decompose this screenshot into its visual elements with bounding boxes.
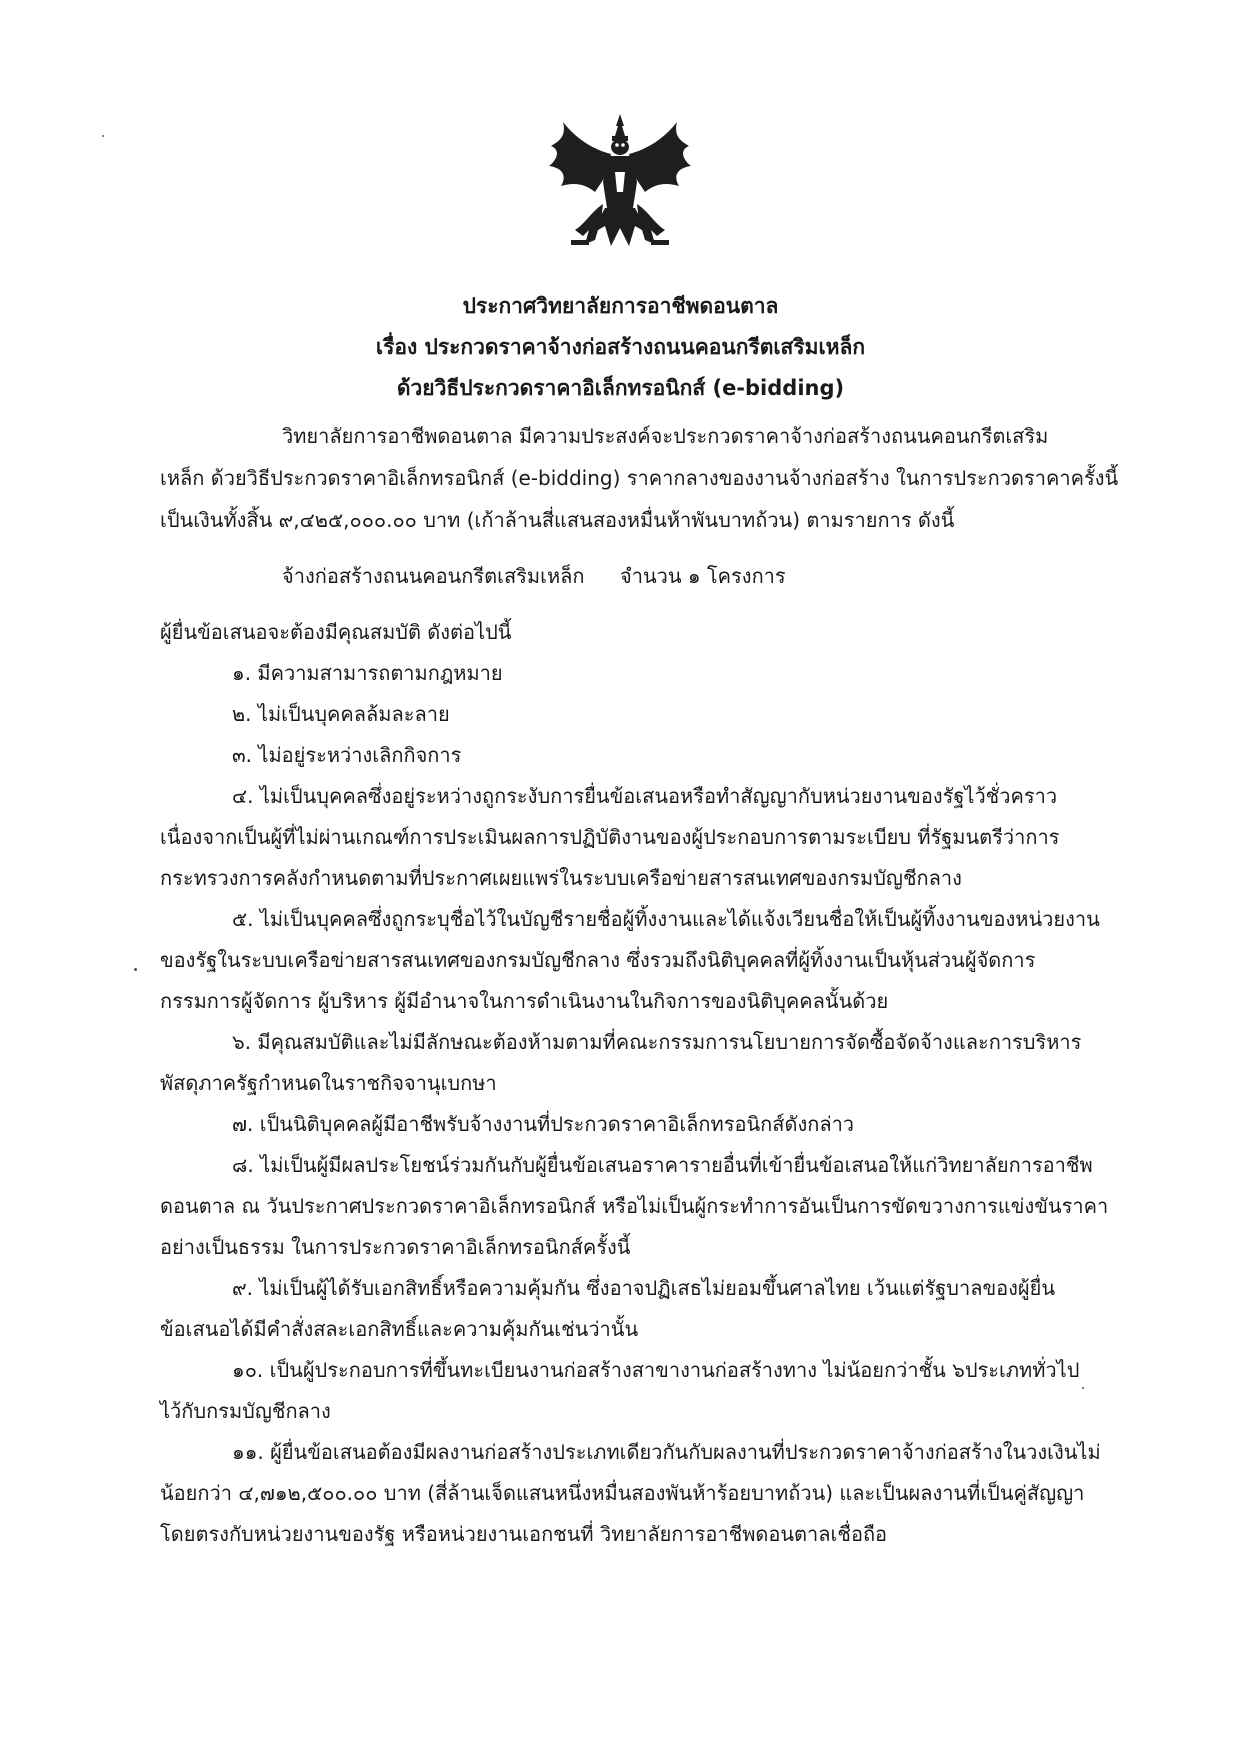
qualifications-heading: ผู้ยื่นข้อเสนอจะต้องมีคุณสมบัติ ดังต่อไปนี้	[160, 620, 512, 644]
qualification-item: ข้อเสนอได้มีคำสั่งสละเอกสิทธิ์และความคุ้มกันเช่นว่านั้น	[160, 1317, 639, 1341]
garuda-emblem-icon	[545, 112, 695, 262]
announcement-method: ด้วยวิธีประกวดราคาอิเล็กทรอนิกส์ (e-bidding)	[396, 376, 845, 400]
intro-line: เหล็ก ด้วยวิธีประกวดราคาอิเล็กทรอนิกส์ (e-bidding) ราคากลางของงานจ้างก่อสร้าง ในการประกวดราคาครั้งนี้	[160, 466, 1119, 490]
project-quantity: จำนวน ๑ โครงการ	[620, 564, 786, 588]
scan-speck	[102, 135, 104, 137]
qualification-item: ๕. ไม่เป็นบุคคลซึ่งถูกระบุชื่อไว้ในบัญชีรายชื่อผู้ทิ้งงานและได้แจ้งเวียนชื่อให้เป็นผู้ทิ้งงานของหน่วยงาน	[232, 907, 1100, 931]
qualification-item: ๔. ไม่เป็นบุคคลซึ่งอยู่ระหว่างถูกระงับการยื่นข้อเสนอหรือทำสัญญากับหน่วยงานของรัฐไว้ชั่วคราว	[232, 784, 1058, 808]
qualification-item: กระทรวงการคลังกำหนดตามที่ประกาศเผยแพร่ในระบบเครือข่ายสารสนเทศของกรมบัญชีกลาง	[160, 866, 962, 890]
qualification-item: อย่างเป็นธรรม ในการประกวดราคาอิเล็กทรอนิกส์ครั้งนี้	[160, 1235, 631, 1259]
qualification-item: พัสดุภาครัฐกำหนดในราชกิจจานุเบกษา	[160, 1071, 497, 1095]
qualification-item: ๖. มีคุณสมบัติและไม่มีลักษณะต้องห้ามตามที่คณะกรรมการนโยบายการจัดซื้อจัดจ้างและการบริหาร	[232, 1030, 1082, 1054]
qualification-item: ๑๐. เป็นผู้ประกอบการที่ขึ้นทะเบียนงานก่อสร้างสาขางานก่อสร้างทาง ไม่น้อยกว่าชั้น ๖ประเภททั่วไป	[232, 1358, 1080, 1382]
qualification-item: ๘. ไม่เป็นผู้มีผลประโยชน์ร่วมกันกับผู้ยื่นข้อเสนอราคารายอื่นที่เข้ายื่นข้อเสนอให้แก่วิทยาลัยการอาชีพ	[232, 1153, 1093, 1177]
qualification-item: ดอนตาล ณ วันประกาศประกวดราคาอิเล็กทรอนิกส์ หรือไม่เป็นผู้กระทำการอันเป็นการขัดขวางการแข่งขันราคา	[160, 1194, 1109, 1218]
qualification-item: ๗. เป็นนิติบุคคลผู้มีอาชีพรับจ้างงานที่ประกวดราคาอิเล็กทรอนิกส์ดังกล่าว	[232, 1112, 855, 1136]
announcement-title: ประกาศวิทยาลัยการอาชีพดอนตาล	[462, 294, 779, 318]
scan-speck	[134, 968, 137, 971]
project-name: จ้างก่อสร้างถนนคอนกรีตเสริมเหล็ก	[282, 564, 585, 588]
qualification-item: กรรมการผู้จัดการ ผู้บริหาร ผู้มีอำนาจในการดำเนินงานในกิจการของนิติบุคคลนั้นด้วย	[160, 989, 889, 1013]
qualification-item: ๓. ไม่อยู่ระหว่างเลิกกิจการ	[232, 743, 462, 767]
qualification-item: เนื่องจากเป็นผู้ที่ไม่ผ่านเกณฑ์การประเมินผลการปฏิบัติงานของผู้ประกอบการตามระเบียบ ที่รัฐมนตรีว่าการ	[160, 825, 1060, 849]
qualification-item: โดยตรงกับหน่วยงานของรัฐ หรือหน่วยงานเอกชนที่ วิทยาลัยการอาชีพดอนตาลเชื่อถือ	[160, 1522, 888, 1546]
intro-line: วิทยาลัยการอาชีพดอนตาล มีความประสงค์จะประกวดราคาจ้างก่อสร้างถนนคอนกรีตเสริม	[282, 424, 1049, 448]
qualification-item: ๑. มีความสามารถตามกฎหมาย	[232, 661, 503, 685]
qualification-item: ๙. ไม่เป็นผู้ได้รับเอกสิทธิ์หรือความคุ้มกัน ซึ่งอาจปฏิเสธไม่ยอมขึ้นศาลไทย เว้นแต่รัฐบาลของผู้ยื่น	[232, 1276, 1056, 1300]
qualification-item: ๑๑. ผู้ยื่นข้อเสนอต้องมีผลงานก่อสร้างประเภทเดียวกันกับผลงานที่ประกวดราคาจ้างก่อสร้างในวงเงินไม่	[232, 1440, 1101, 1464]
qualification-item: ไว้กับกรมบัญชีกลาง	[160, 1399, 331, 1423]
qualification-item: น้อยกว่า ๔,๗๑๒,๕๐๐.๐๐ บาท (สี่ล้านเจ็ดแสนหนึ่งหมื่นสองพันห้าร้อยบาทถ้วน) และเป็นผลงานที่เป็นคู่สัญญา	[160, 1481, 1085, 1505]
scan-speck	[1082, 1387, 1084, 1389]
intro-line: เป็นเงินทั้งสิ้น ๙,๔๒๕,๐๐๐.๐๐ บาท (เก้าล้านสี่แสนสองหมื่นห้าพันบาทถ้วน) ตามรายการ ดังนี้	[160, 508, 955, 532]
qualification-item: ของรัฐในระบบเครือข่ายสารสนเทศของกรมบัญชีกลาง ซึ่งรวมถึงนิติบุคคลที่ผู้ทิ้งงานเป็นหุ้นส่วนผู้จัดการ	[160, 948, 1036, 972]
announcement-subject: เรื่อง ประกวดราคาจ้างก่อสร้างถนนคอนกรีตเสริมเหล็ก	[375, 335, 866, 359]
qualification-item: ๒. ไม่เป็นบุคคลล้มละลาย	[232, 702, 450, 726]
